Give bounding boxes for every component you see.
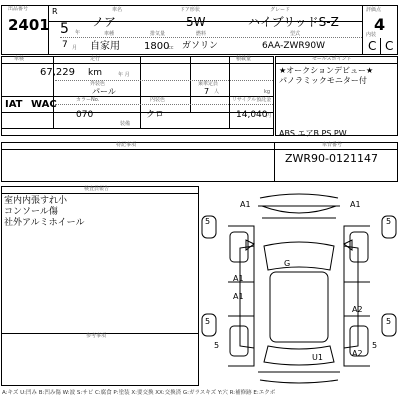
car-outline	[200, 186, 398, 386]
note-label: 特記事項	[116, 142, 137, 148]
sales-point-2: パノラミックモニター付	[279, 76, 367, 85]
grade-label: グレード	[270, 7, 291, 13]
mileage-unit: km	[88, 68, 102, 78]
recycle: 14,040	[236, 110, 268, 120]
recycle-label: リサイクル預託金	[232, 97, 272, 103]
load-label: 積載量	[236, 56, 252, 62]
recycle-unit: 円	[266, 113, 272, 119]
door-label: ドア形状	[180, 7, 200, 13]
mark-right-rear-door: A2	[352, 305, 363, 314]
color-no: 070	[76, 110, 94, 120]
inspector-note-2: コンソール傷	[4, 207, 58, 217]
fuel-label: 燃料	[196, 31, 207, 37]
mark-left-front-door: A1	[233, 274, 244, 283]
chassis-label: 車台番号	[322, 142, 343, 148]
car-name: ノア	[92, 15, 117, 29]
capacity-label: 乗車定員	[198, 81, 219, 87]
model-label: 型式	[290, 31, 301, 37]
displacement-label: 排気量	[150, 31, 166, 37]
cc-unit: cc	[168, 45, 174, 51]
equipment-label: 装備	[120, 121, 131, 127]
grade: ハイブリッドS-Z	[248, 15, 339, 29]
maker-label: 車名	[112, 7, 123, 13]
model-code: 6AA-ZWR90W	[262, 41, 326, 51]
car-diagram	[200, 186, 398, 386]
score: 4	[374, 15, 386, 34]
mark-bottom-left: 5	[214, 341, 220, 350]
lot-label: 出品番号	[8, 6, 29, 12]
mark-tire-rl: 5	[205, 317, 211, 326]
score-label: 評価点	[366, 7, 382, 13]
inspector-note-1: 室内内張すれ小	[4, 196, 68, 206]
sales-points-label: セールスポイント	[312, 56, 352, 62]
capacity: 7	[204, 87, 210, 96]
doors: 5W	[186, 15, 206, 29]
remarks-label: 参考事項	[86, 333, 107, 339]
mark-right-rear-quarter: A2	[352, 349, 363, 358]
mileage: 67,229	[40, 67, 75, 78]
sales-point-1: ★オークションデビュー★	[279, 66, 374, 75]
inspector-note-3: 社外アルミホイール	[4, 218, 85, 228]
equipment: ABS エアB PS PW	[279, 129, 347, 138]
month: 7	[62, 40, 68, 50]
mileage-label: 走行	[90, 56, 101, 62]
color: パール	[92, 87, 116, 96]
mark-tire-fr: 5	[386, 217, 392, 226]
interior-grade: C	[368, 39, 377, 53]
load-unit: kg	[264, 89, 271, 95]
trim: クロ	[146, 110, 165, 120]
mileage-date-unit: 年 月	[118, 72, 130, 78]
mark-front-left: A1	[240, 200, 251, 209]
use-label: 車種	[104, 31, 115, 37]
displacement: 1800	[144, 41, 170, 52]
year-unit: 年	[75, 30, 81, 36]
aircon: WAC	[31, 99, 57, 110]
shift: IAT	[5, 99, 23, 110]
interior-grade-label: 内装	[366, 32, 377, 38]
usage: 自家用	[90, 41, 120, 52]
mark-rear-bumper: U1	[312, 353, 323, 362]
capacity-unit: 人	[214, 89, 220, 95]
legend: A:キズ U:凹み B:凹み傷 W:波 S:サビ C:腐食 P:塗装 X:要交換 XX:交換済 G:ガラスキズ Y:穴 R:補修跡 E:エクボ	[2, 390, 276, 396]
mark-tire-rr: 5	[386, 317, 392, 326]
lot-number: 2401	[8, 16, 50, 34]
color-label: 外装色	[90, 81, 106, 87]
chassis-number: ZWR90-0121147	[285, 152, 379, 165]
mark-front-right: A1	[350, 200, 361, 209]
inspector-notes-label: 検査員報告	[84, 186, 110, 192]
color-no-label: カラーNo.	[76, 97, 100, 103]
mark-bottom-right: 5	[372, 341, 378, 350]
inspection-label: 車検	[14, 56, 25, 62]
month-unit: 月	[72, 45, 78, 51]
era: R	[52, 7, 58, 16]
trim-label: 内装色	[150, 97, 166, 103]
mark-tire-fl: 5	[205, 217, 211, 226]
year: 5	[60, 21, 69, 37]
fuel: ガソリン	[182, 41, 219, 51]
exterior-grade: C	[385, 39, 394, 53]
mark-windshield: G	[284, 259, 291, 268]
mark-left-rear-door: A1	[233, 292, 244, 301]
